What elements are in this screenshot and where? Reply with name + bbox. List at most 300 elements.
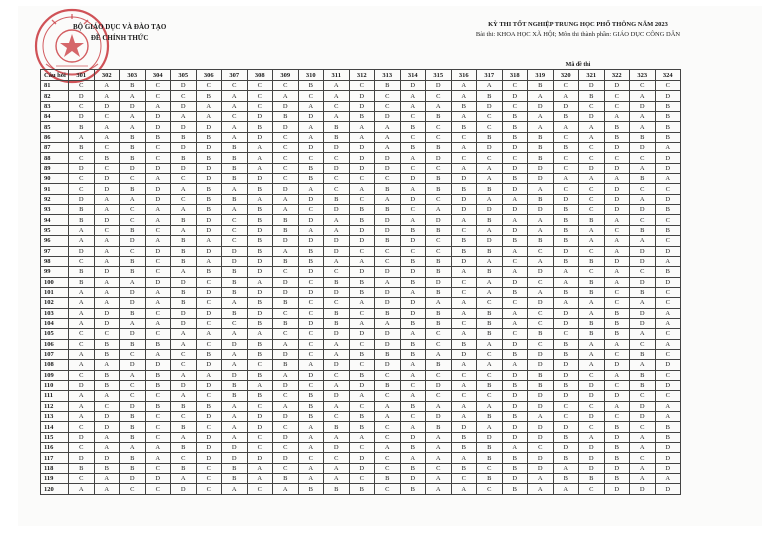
answer-cell: A [145,205,171,215]
answer-cell: C [69,474,95,484]
answer-cell: A [426,474,452,484]
answer-cell: D [528,267,554,277]
answer-cell: B [375,349,401,359]
answer-cell: C [655,81,681,91]
answer-cell: C [451,474,477,484]
answer-cell: D [477,236,503,246]
answer-cell: A [400,391,426,401]
answer-cell: B [400,143,426,153]
answer-cell: C [120,391,146,401]
answer-cell: B [502,349,528,359]
answer-cell: B [604,132,630,142]
answer-cell: A [222,360,248,370]
answer-cell: A [655,256,681,266]
answer-cell: D [94,308,120,318]
answer-cell: D [196,246,222,256]
answer-cell: B [375,184,401,194]
answer-cell: C [273,132,299,142]
answer-cell: A [451,412,477,422]
answer-cell: B [222,143,248,153]
answer-cell: D [120,236,146,246]
answer-table [40,69,681,495]
answer-cell: A [502,443,528,453]
answer-cell: B [120,339,146,349]
answer-cell: B [400,122,426,132]
answer-cell: D [69,432,95,442]
answer-cell: B [502,463,528,473]
answer-cell: C [196,484,222,494]
answer-cell: C [298,298,324,308]
answer-cell: A [426,101,452,111]
answer-cell: D [502,225,528,235]
question-number: 93 [41,205,69,215]
answer-cell: C [349,174,375,184]
answer-cell: A [120,91,146,101]
answer-cell: B [604,329,630,339]
answer-cell: B [120,463,146,473]
answer-cell: A [630,432,656,442]
answer-cell: D [324,287,350,297]
answer-cell: C [222,318,248,328]
answer-cell: B [222,267,248,277]
answer-cell: B [120,256,146,266]
answer-cell: C [630,422,656,432]
answer-cell: D [426,412,452,422]
answer-cell: A [298,422,324,432]
answer-cell: A [69,132,95,142]
exam-code-header: 310 [298,70,324,81]
answer-cell: A [247,277,273,287]
answer-cell: A [451,163,477,173]
answer-cell: C [655,329,681,339]
answer-cell: B [247,339,273,349]
answer-cell: D [171,380,197,390]
answer-cell: B [324,318,350,328]
answer-cell: B [400,484,426,494]
question-number: 110 [41,380,69,390]
answer-cell: B [120,422,146,432]
answer-cell: B [247,318,273,328]
answer-cell: B [171,246,197,256]
answer-cell: D [247,412,273,422]
answer-cell: C [145,256,171,266]
answer-cell: D [528,101,554,111]
question-number: 102 [41,298,69,308]
answer-cell: C [349,194,375,204]
exam-code-header: 302 [94,70,120,81]
answer-cell: B [630,174,656,184]
answer-cell: C [145,484,171,494]
answer-cell: A [94,360,120,370]
answer-cell: D [247,422,273,432]
answer-cell: A [145,236,171,246]
answer-cell: A [324,432,350,442]
answer-cell: B [145,339,171,349]
answer-cell: C [222,112,248,122]
answer-cell: D [655,194,681,204]
answer-cell: D [655,153,681,163]
answer-cell: B [273,215,299,225]
answer-cell: A [349,391,375,401]
answer-cell: C [324,453,350,463]
answer-cell: B [196,349,222,359]
answer-cell: D [94,422,120,432]
answer-cell: B [477,215,503,225]
answer-cell: D [604,360,630,370]
answer-cell: C [349,360,375,370]
answer-cell: A [222,298,248,308]
answer-cell: B [120,225,146,235]
answer-cell: C [528,443,554,453]
answer-cell: C [273,391,299,401]
answer-cell: A [171,391,197,401]
answer-cell: A [477,174,503,184]
answer-cell: A [222,422,248,432]
answer-cell: A [553,463,579,473]
answer-cell: A [94,194,120,204]
answer-cell: D [69,453,95,463]
answer-cell: A [222,101,248,111]
answer-cell: D [528,453,554,463]
answer-cell: B [298,174,324,184]
answer-cell: A [604,267,630,277]
answer-cell: D [324,236,350,246]
answer-cell: A [120,122,146,132]
answer-cell: C [604,380,630,390]
answer-cell: B [400,277,426,287]
question-number: 98 [41,256,69,266]
answer-cell: D [120,298,146,308]
question-number: 96 [41,236,69,246]
answer-cell: B [528,81,554,91]
exam-code-header: 320 [553,70,579,81]
answer-cell: D [528,422,554,432]
answer-cell: C [400,112,426,122]
answer-cell: A [579,360,605,370]
answer-cell: C [579,153,605,163]
answer-row [41,225,681,235]
answer-cell: D [247,256,273,266]
exam-code-header: 308 [247,70,273,81]
answer-cell: B [247,298,273,308]
answer-cell: B [579,277,605,287]
answer-cell: C [94,112,120,122]
answer-cell: B [655,112,681,122]
answer-cell: A [222,122,248,132]
answer-cell: B [247,391,273,401]
answer-cell: A [400,453,426,463]
answer-cell: C [502,101,528,111]
answer-cell: D [502,474,528,484]
answer-cell: A [630,236,656,246]
answer-cell: A [477,256,503,266]
answer-cell: D [528,360,554,370]
answer-cell: A [222,432,248,442]
answer-cell: A [94,91,120,101]
answer-cell: B [553,349,579,359]
answer-cell: D [145,184,171,194]
answer-cell: B [222,287,248,297]
answer-cell: D [400,236,426,246]
answer-cell: C [528,308,554,318]
answer-cell: A [553,484,579,494]
answer-cell: A [400,91,426,101]
answer-cell: B [655,267,681,277]
answer-cell: B [222,391,248,401]
answer-cell: C [579,101,605,111]
answer-cell: D [196,143,222,153]
answer-cell: D [247,112,273,122]
answer-cell: A [502,215,528,225]
answer-cell: C [375,101,401,111]
answer-cell: B [298,163,324,173]
question-number: 112 [41,401,69,411]
answer-cell: B [655,225,681,235]
answer-row [41,349,681,359]
answer-cell: C [94,225,120,235]
answer-cell: A [69,484,95,494]
answer-cell: A [120,370,146,380]
answer-cell: C [196,474,222,484]
answer-cell: C [375,246,401,256]
answer-cell: B [171,132,197,142]
answer-cell: D [273,101,299,111]
answer-cell: D [222,453,248,463]
answer-cell: D [604,432,630,442]
answer-cell: A [528,215,554,225]
answer-cell: B [196,91,222,101]
answer-cell: D [451,256,477,266]
answer-cell: D [400,474,426,484]
answer-cell: B [196,401,222,411]
answer-cell: D [298,143,324,153]
answer-cell: D [273,277,299,287]
answer-cell: A [222,412,248,422]
answer-cell: D [196,432,222,442]
answer-cell: A [94,484,120,494]
answer-cell: A [247,163,273,173]
answer-cell: B [604,453,630,463]
answer-cell: A [298,132,324,142]
answer-cell: C [298,153,324,163]
answer-cell: C [553,184,579,194]
answer-cell: D [145,194,171,204]
answer-cell: D [196,412,222,422]
answer-cell: D [375,329,401,339]
answer-cell: A [120,443,146,453]
answer-cell: D [553,422,579,432]
answer-cell: C [630,267,656,277]
answer-cell: B [273,225,299,235]
answer-cell: C [655,236,681,246]
answer-cell: D [247,287,273,297]
answer-cell: D [273,236,299,246]
question-number: 83 [41,101,69,111]
answer-cell: B [553,236,579,246]
answer-cell: D [94,101,120,111]
answer-cell: A [222,401,248,411]
answer-cell: C [553,163,579,173]
answer-cell: A [451,298,477,308]
exam-code-header: 303 [120,70,146,81]
answer-cell: C [273,463,299,473]
answer-cell: C [375,174,401,184]
answer-cell: D [273,432,299,442]
answer-cell: D [400,267,426,277]
answer-cell: A [324,349,350,359]
answer-cell: B [426,256,452,266]
answer-cell: D [604,81,630,91]
answer-cell: A [247,329,273,339]
answer-cell: A [604,401,630,411]
answer-cell: B [298,246,324,256]
question-number: 86 [41,132,69,142]
answer-cell: D [196,122,222,132]
answer-row [41,391,681,401]
answer-cell: B [477,267,503,277]
answer-cell: A [69,225,95,235]
answer-cell: C [298,339,324,349]
answer-cell: C [528,318,554,328]
answer-cell: C [145,308,171,318]
answer-cell: C [655,184,681,194]
answer-cell: D [120,360,146,370]
question-number: 117 [41,453,69,463]
answer-cell: C [655,349,681,359]
answer-cell: A [579,349,605,359]
answer-cell: C [324,174,350,184]
answer-cell: A [349,298,375,308]
answer-cell: B [579,215,605,225]
answer-cell: B [196,132,222,142]
answer-cell: A [349,256,375,266]
answer-cell: D [426,380,452,390]
answer-cell: B [604,308,630,318]
answer-cell: D [196,308,222,318]
answer-cell: A [528,122,554,132]
question-number: 85 [41,122,69,132]
answer-cell: B [222,474,248,484]
answer-cell: C [528,277,554,287]
answer-cell: A [477,422,503,432]
answer-cell: B [120,81,146,91]
answer-cell: D [630,308,656,318]
answer-cell: C [630,184,656,194]
answer-cell: B [247,349,273,359]
answer-cell: D [553,360,579,370]
answer-cell: B [324,277,350,287]
answer-cell: B [171,287,197,297]
answer-cell: B [655,432,681,442]
answer-cell: A [375,318,401,328]
answer-cell: C [604,101,630,111]
answer-cell: D [94,174,120,184]
answer-cell: D [120,474,146,484]
answer-cell: A [579,132,605,142]
answer-cell: A [426,298,452,308]
answer-cell: B [273,256,299,266]
answer-cell: A [630,329,656,339]
answer-cell: C [298,329,324,339]
exam-code-header: 322 [604,70,630,81]
answer-cell: B [502,174,528,184]
answer-cell: D [145,112,171,122]
answer-cell: D [145,360,171,370]
answer-cell: A [69,360,95,370]
answer-cell: B [604,318,630,328]
answer-cell: C [145,329,171,339]
answer-cell: B [655,101,681,111]
answer-cell: B [426,184,452,194]
answer-cell: B [298,412,324,422]
answer-cell: B [655,122,681,132]
answer-cell: B [528,194,554,204]
answer-cell: C [120,484,146,494]
answer-cell: A [655,339,681,349]
answer-cell: C [451,153,477,163]
answer-cell: A [69,287,95,297]
answer-cell: B [400,339,426,349]
question-number: 115 [41,432,69,442]
answer-cell: B [477,474,503,484]
answer-cell: A [222,205,248,215]
answer-cell: D [324,143,350,153]
answer-cell: A [579,298,605,308]
answer-cell: C [273,267,299,277]
answer-cell: C [324,412,350,422]
answer-cell: D [69,91,95,101]
answer-cell: B [502,132,528,142]
answer-cell: C [655,298,681,308]
question-number: 108 [41,360,69,370]
answer-cell: D [120,163,146,173]
answer-cell: A [324,401,350,411]
answer-cell: C [145,267,171,277]
answer-cell: D [222,246,248,256]
answer-cell: C [604,349,630,359]
answer-cell: D [528,349,554,359]
answer-cell: D [349,153,375,163]
answer-cell: B [69,143,95,153]
answer-cell: A [375,401,401,411]
answer-cell: B [145,132,171,142]
answer-cell: C [349,339,375,349]
answer-cell: A [94,205,120,215]
answer-cell: B [375,380,401,390]
answer-cell: B [94,463,120,473]
answer-cell: A [171,339,197,349]
answer-cell: D [222,256,248,266]
answer-row [41,81,681,91]
answer-cell: B [349,205,375,215]
answer-cell: D [630,101,656,111]
answer-cell: C [247,401,273,411]
exam-code-header: 312 [349,70,375,81]
answer-cell: D [171,122,197,132]
answer-cell: B [69,463,95,473]
answer-cell: D [426,215,452,225]
answer-cell: D [94,412,120,422]
answer-cell: C [426,194,452,204]
answer-cell: D [451,174,477,184]
answer-cell: D [273,349,299,359]
answer-cell: A [579,225,605,235]
answer-cell: D [375,287,401,297]
answer-cell: D [553,194,579,204]
answer-row [41,443,681,453]
answer-cell: C [630,391,656,401]
answer-row [41,143,681,153]
